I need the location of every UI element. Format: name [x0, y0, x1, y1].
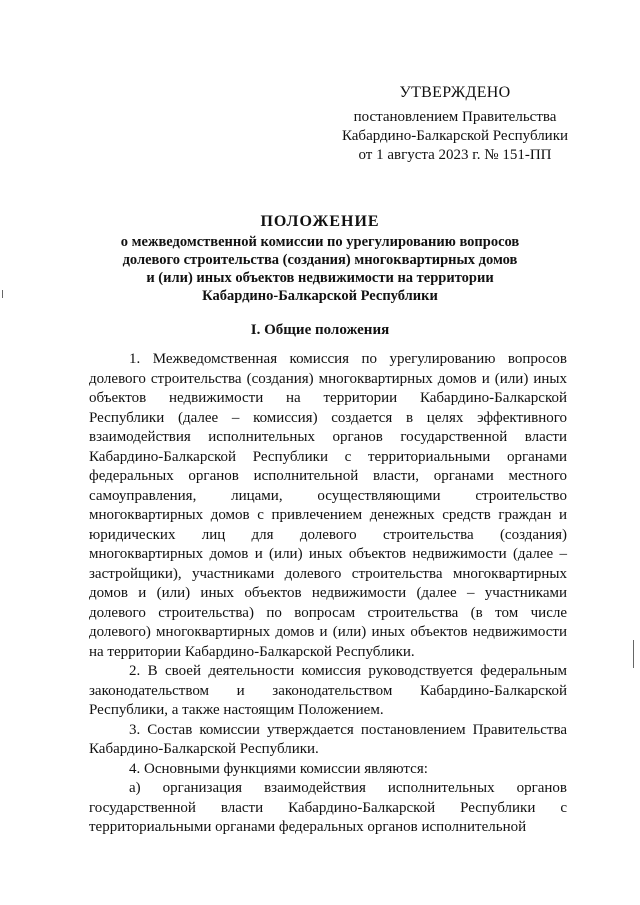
- approval-line-2: Кабардино-Балкарской Республики: [341, 128, 569, 144]
- paragraph-1: 1. Межведомственная комиссия по урегулированию вопросов долевого строительства (создания) многоквартирных домов и (или) иных объектов недвижимости на территории Кабардино-Балкарской Республики (далее – комиссия) создается в целях эффективного взаимодействия исполнительных органов государственной власти Кабардино-Балкарской Республики с территориальными органами федеральных органов исполнительной власти, органами местного самоуправления, лицами, осуществляющими строительство многоквартирных домов с привлечением денежных средств граждан и юридических лиц для долевого строительства (создания) многоквартирных домов и (или) иных объектов недвижимости (далее – застройщики), участниками долевого строительства многоквартирных домов и (или) иных объектов недвижимости (далее – участниками долевого строительства) по вопросам строительства (в том числе долевого) многоквартирных домов и (или) иных объектов недвижимости на территории Кабардино-Балкарской Республики.: [89, 351, 567, 660]
- approval-line-3: от 1 августа 2023 г. № 151-ПП: [358, 147, 552, 163]
- document-body: [89, 350, 567, 838]
- subtitle-line-2: долевого строительства (создания) многоквартирных домов: [122, 252, 518, 268]
- scan-mark-right: [633, 640, 634, 668]
- approval-line-1: постановлением Правительства: [353, 109, 557, 125]
- subtitle-line-1: о межведомственной комиссии по урегулированию вопросов: [120, 234, 520, 250]
- document-subtitle: [60, 233, 580, 305]
- paragraph-5: а) организация взаимодействия исполнительных органов государственной власти Кабардино-Балкарской Республики с территориальными органами федеральных органов исполнительной: [89, 780, 567, 835]
- approval-heading: УТВЕРЖДЕНО: [399, 84, 511, 101]
- section-title: I. Общие положения: [250, 322, 390, 338]
- scan-mark-left: [2, 290, 3, 298]
- subtitle-line-4: Кабардино-Балкарской Республики: [202, 288, 438, 304]
- paragraph-3: 3. Состав комиссии утверждается постановлением Правительства Кабардино-Балкарской Республики.: [89, 721, 567, 757]
- subtitle-line-3: и (или) иных объектов недвижимости на территории: [146, 270, 494, 286]
- document-title: ПОЛОЖЕНИЕ: [260, 213, 380, 230]
- paragraph-2: 2. В своей деятельности комиссия руководствуется федеральным законодательством и законодательством Кабардино-Балкарской Республики, а также настоящим Положением.: [89, 663, 567, 718]
- paragraph-4: 4. Основными функциями комиссии являются:: [129, 760, 428, 777]
